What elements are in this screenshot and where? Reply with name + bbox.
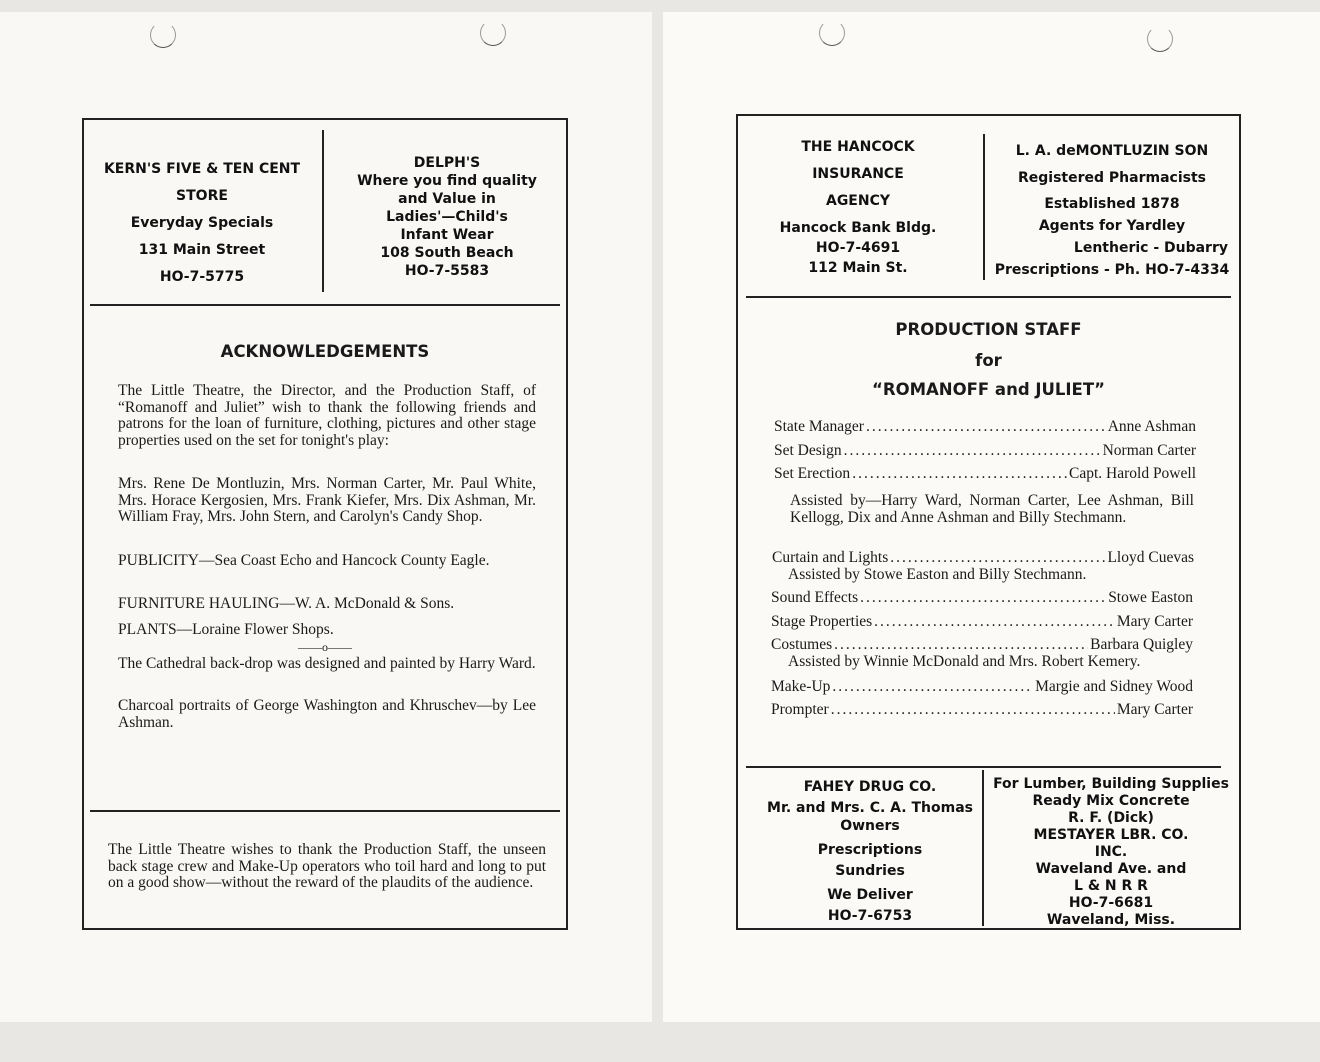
credit-row bbox=[772, 549, 1194, 567]
credit-row bbox=[771, 701, 1193, 719]
ack-plants: PLANTS—Loraine Flower Shops. bbox=[118, 621, 334, 638]
ad-line: Lentheric - Dubarry bbox=[1073, 240, 1228, 256]
ack-portraits: Charcoal portraits of George Washington and Khruschev—by Lee Ashman. bbox=[118, 697, 536, 731]
left-page bbox=[0, 12, 652, 1022]
ad-line: Everyday Specials bbox=[130, 215, 274, 231]
production-staff-title: PRODUCTION STAFF bbox=[895, 320, 1082, 339]
thanks-paragraph: The Little Theatre wishes to thank the Production Staff, the unseen back stage crew and Make-Up operators who toil hard and long to put on a good show—without the reward of the plaudits of the audience. bbox=[108, 841, 546, 891]
ad-line: Ready Mix Concrete bbox=[1032, 793, 1190, 809]
leader-dots bbox=[831, 701, 1115, 719]
credit-name: Norman Carter bbox=[1102, 442, 1196, 459]
mestayer-ad bbox=[988, 776, 1234, 929]
ad-line: INC. bbox=[1094, 844, 1128, 860]
ad-line: AGENCY bbox=[825, 193, 891, 209]
ad-line: Registered Pharmacists bbox=[1018, 170, 1206, 186]
fahey-ad bbox=[752, 778, 988, 925]
ad-line: Prescriptions bbox=[817, 842, 923, 858]
ad-line: We Deliver bbox=[827, 887, 913, 903]
credit-role: State Manager bbox=[774, 418, 864, 435]
ad-line: Agents for Yardley bbox=[1038, 218, 1186, 234]
credit-row bbox=[774, 465, 1196, 483]
kerns-ad bbox=[88, 156, 316, 291]
left-frame bbox=[82, 118, 568, 930]
assist-costumes: Assisted by Winnie McDonald and Mrs. Robert Kemery. bbox=[788, 653, 1141, 670]
leader-dots bbox=[874, 613, 1115, 631]
ad-line: L. A. deMONTLUZIN SON bbox=[1015, 143, 1209, 159]
ad-line: 108 South Beach bbox=[380, 245, 514, 261]
ad-line: 112 Main St. bbox=[808, 260, 908, 276]
credit-role: Set Erection bbox=[774, 465, 851, 482]
credit-role: Costumes bbox=[771, 636, 833, 653]
ad-line: FAHEY DRUG CO. bbox=[803, 779, 937, 795]
ad-line: For Lumber, Building Supplies bbox=[993, 776, 1229, 792]
ad-line: HO-7-6753 bbox=[827, 908, 913, 924]
credit-row bbox=[771, 678, 1193, 696]
ad-line: Sundries bbox=[835, 863, 905, 879]
credit-row bbox=[774, 442, 1196, 460]
right-frame bbox=[736, 114, 1241, 930]
ad-line: Prescriptions - Ph. HO-7-4334 bbox=[994, 262, 1230, 278]
ad-line: STORE bbox=[176, 188, 228, 204]
credit-role: Stage Properties bbox=[771, 613, 873, 630]
credit-row bbox=[771, 636, 1193, 654]
demontluzin-ad bbox=[988, 140, 1236, 281]
ack-intro: The Little Theatre, the Director, and the Production Staff, of “Romanoff and Juliet” wish to thank the following friends and patrons for the loan of furniture, clothing, pictures and other stage properties used on the set for tonight's play: bbox=[118, 382, 536, 449]
leader-dots bbox=[852, 465, 1067, 483]
ack-backdrop: The Cathedral back-drop was designed and painted by Harry Ward. bbox=[118, 655, 536, 672]
ad-line: R. F. (Dick) bbox=[1068, 810, 1154, 826]
credit-name: Mary Carter bbox=[1116, 701, 1193, 718]
ad-line: KERN'S FIVE & TEN CENT bbox=[103, 161, 301, 177]
punch-hole bbox=[819, 20, 845, 46]
ad-line: Infant Wear bbox=[400, 227, 494, 243]
punch-hole bbox=[1147, 26, 1173, 52]
ack-names: Mrs. Rene De Montluzin, Mrs. Norman Carter, Mr. Paul White, Mrs. Horace Kergosien, Mrs. Frank Kiefer, Mrs. Dix Ashman, Mr. William Fray, Mrs. John Stern, and Carolyn's Candy Shop. bbox=[118, 475, 536, 525]
ad-line: and Value in bbox=[398, 191, 496, 207]
ad-line: Mr. and Mrs. C. A. Thomas bbox=[767, 800, 973, 816]
hancock-ad-address bbox=[744, 218, 972, 278]
production-play-title: “ROMANOFF and JULIET” bbox=[872, 380, 1105, 399]
punch-hole bbox=[150, 22, 176, 48]
separator-ornament: ——o—— bbox=[298, 640, 352, 654]
hancock-ad bbox=[744, 134, 972, 215]
credit-name: Stowe Easton bbox=[1108, 589, 1193, 606]
leader-dots bbox=[890, 549, 1105, 567]
ad-divider bbox=[322, 130, 324, 292]
section-divider bbox=[90, 304, 560, 306]
leader-dots bbox=[866, 418, 1106, 436]
ad-line: Where you find quality bbox=[357, 173, 537, 189]
credit-role: Prompter bbox=[771, 701, 829, 718]
credit-name: Capt. Harold Powell bbox=[1069, 465, 1196, 482]
leader-dots bbox=[832, 678, 1033, 696]
credit-role: Sound Effects bbox=[771, 589, 859, 606]
credit-role: Curtain and Lights bbox=[772, 549, 889, 566]
leader-dots bbox=[844, 442, 1101, 460]
ad-line: L & N R R bbox=[1074, 878, 1148, 894]
ad-line: HO-7-4691 bbox=[815, 240, 901, 256]
credit-role: Make-Up bbox=[771, 678, 831, 695]
ad-line: HO-7-5583 bbox=[404, 263, 490, 279]
ad-line: Ladies'—Child's bbox=[386, 209, 508, 225]
right-page bbox=[663, 12, 1320, 1022]
leader-dots bbox=[860, 589, 1106, 607]
credit-role: Set Design bbox=[774, 442, 842, 459]
credit-name: Lloyd Cuevas bbox=[1107, 549, 1194, 566]
ad-line: Waveland Ave. and bbox=[1035, 861, 1187, 877]
ack-furniture: FURNITURE HAULING—W. A. McDonald & Sons. bbox=[118, 595, 455, 612]
delphs-ad bbox=[328, 154, 566, 280]
ad-line: DELPH'S bbox=[413, 155, 481, 171]
production-staff-for: for bbox=[975, 351, 1002, 370]
ad-line: HO-7-5775 bbox=[159, 269, 245, 285]
credit-row bbox=[771, 613, 1193, 631]
ad-line: THE HANCOCK bbox=[801, 139, 915, 155]
section-divider bbox=[746, 766, 1221, 768]
punch-hole bbox=[480, 20, 506, 46]
ad-line: Hancock Bank Bldg. bbox=[779, 220, 937, 236]
credit-name: Mary Carter bbox=[1116, 613, 1193, 630]
assist-lights: Assisted by Stowe Easton and Billy Stechmann. bbox=[788, 566, 1087, 583]
acknowledgements-title: ACKNOWLEDGEMENTS bbox=[220, 342, 430, 361]
credit-row bbox=[774, 418, 1196, 436]
assist-set-erection: Assisted by—Harry Ward, Norman Carter, Lee Ashman, Bill Kellogg, Dix and Anne Ashman and Billy Stechmann. bbox=[790, 492, 1194, 526]
ad-line: INSURANCE bbox=[812, 166, 904, 182]
ad-line: Owners bbox=[840, 818, 900, 834]
leader-dots bbox=[834, 636, 1088, 654]
credit-name: Barbara Quigley bbox=[1090, 636, 1193, 653]
ad-line: MESTAYER LBR. CO. bbox=[1033, 827, 1189, 843]
section-divider bbox=[746, 296, 1231, 298]
credit-row bbox=[771, 589, 1193, 607]
ad-divider bbox=[983, 134, 985, 280]
ad-line: 131 Main Street bbox=[138, 242, 266, 258]
ad-divider bbox=[982, 770, 984, 926]
section-divider bbox=[90, 810, 560, 812]
ad-line: Established 1878 bbox=[1044, 196, 1180, 212]
ack-publicity: PUBLICITY—Sea Coast Echo and Hancock County Eagle. bbox=[118, 552, 490, 569]
credit-name: Anne Ashman bbox=[1107, 418, 1196, 435]
ad-line: HO-7-6681 bbox=[1068, 895, 1154, 911]
ad-line: Waveland, Miss. bbox=[1046, 912, 1176, 928]
credit-name: Margie and Sidney Wood bbox=[1035, 678, 1193, 695]
